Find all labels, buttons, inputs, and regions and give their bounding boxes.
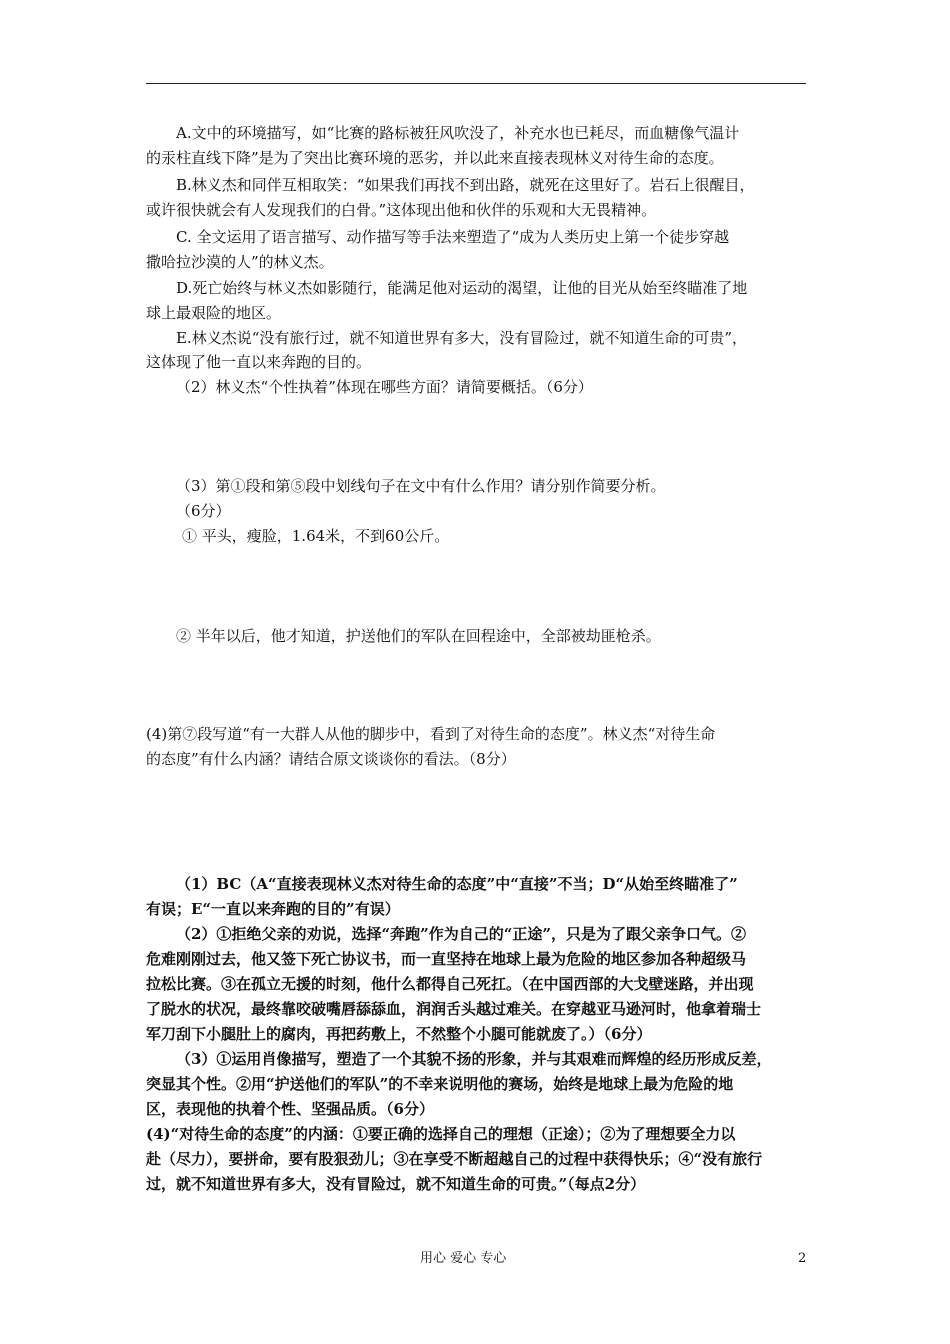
- option-b-line1: B.林义杰和同伴互相取笑：“如果我们再找不到出路，就死在这里好了。岩石上很醒目，: [176, 176, 755, 194]
- question-4-line1: (4)第⑦段写道“有一大群人从他的脚步中，看到了对待生命的态度”。林义杰“对待生命: [146, 725, 716, 743]
- option-d-line2: 球上最艰险的地区。: [146, 304, 282, 322]
- question-2: （2）林义杰“个性执着”体现在哪些方面？请简要概括。（6分）: [176, 378, 593, 396]
- footer-slogan: 用心 爱心 专心: [420, 1251, 507, 1266]
- option-c-line2: 撒哈拉沙漠的人”的林义杰。: [146, 253, 334, 271]
- answer-2-line2: 危难刚刚过去，他又签下死亡协议书，而一直坚持在地球上最为危险的地区参加各种超级马: [146, 950, 747, 968]
- option-d-line1: D.死亡始终与林义杰如影随行，能满足他对运动的渴望，让他的目光从始至终瞄准了地: [176, 279, 748, 297]
- question-4-line2: 的态度”有什么内涵？请结合原文谈谈你的看法。（8分）: [146, 750, 516, 768]
- answer-4-line1: (4)“对待生命的态度”的内涵：①要正确的选择自己的理想（正途）；②为了理想要全力以: [146, 1125, 736, 1143]
- answer-3-line2: 突显其个性。②用“护送他们的军队”的不幸来说明他的赛场，始终是地球上最为危险的地: [146, 1075, 734, 1093]
- header-rule: [146, 83, 806, 84]
- answer-3-line3: 区，表现他的执着个性、坚强品质。（6分）: [146, 1100, 434, 1118]
- option-b-line2: 或许很快就会有人发现我们的白骨。”这体现出他和伙伴的乐观和大无畏精神。: [146, 201, 657, 219]
- option-c-line1: C. 全文运用了语言描写、动作描写等手法来塑造了“成为人类历史上第一个徒步穿越: [176, 228, 730, 246]
- answer-1-line2: 有误；E“一直以来奔跑的目的”有误）: [146, 900, 400, 918]
- option-a-line2: 的汞柱直线下降”是为了突出比赛环境的恶劣，并以此来直接表现林义对待生命的态度。: [146, 149, 724, 167]
- answer-1-line1: （1）BC（A“直接表现林义杰对待生命的态度”中“直接”不当；D“从始至终瞄准了”: [176, 875, 738, 893]
- question-3-line2: （6分）: [176, 502, 231, 520]
- option-a-line1: A.文中的环境描写，如“比赛的路标被狂风吹没了，补充水也已耗尽，而血糖像气温计: [176, 124, 740, 142]
- answer-4-line2: 赴（尽力），要拼命，要有股狠劲儿；③在享受不断超越自己的过程中获得快乐；④“没有旅行: [146, 1150, 763, 1168]
- page-number: 2: [798, 1251, 807, 1266]
- option-e-line2: 这体现了他一直以来奔跑的目的。: [146, 353, 372, 371]
- answer-2-line4: 了脱水的状况，最终靠咬破嘴唇舔舔血，润润舌头越过难关。在穿越亚马逊河时，他拿着瑞士: [146, 1000, 762, 1018]
- option-e-line1: E.林义杰说“没有旅行过，就不知道世界有多大，没有冒险过，就不知道生命的可贵”，: [176, 329, 748, 347]
- question-3-item1: ① 平头，瘦脸，1.64米，不到60公斤。: [182, 527, 450, 545]
- question-3-item2: ② 半年以后，他才知道，护送他们的军队在回程途中，全部被劫匪枪杀。: [176, 627, 661, 645]
- answer-3-line1: （3）①运用肖像描写，塑造了一个其貌不扬的形象，并与其艰难而辉煌的经历形成反差，: [176, 1050, 772, 1068]
- answer-4-line3: 过，就不知道世界有多大，没有冒险过，就不知道生命的可贵。”（每点2分）: [146, 1175, 646, 1193]
- answer-2-line1: （2）①拒绝父亲的劝说，选择“奔跑”作为自己的“正途”，只是为了跟父亲争口气。②: [176, 925, 746, 943]
- question-3-line1: （3）第①段和第⑤段中划线句子在文中有什么作用？请分别作简要分析。: [176, 477, 666, 495]
- answer-2-line3: 拉松比赛。③在孤立无援的时刻，他什么都得自己死扛。（在中国西部的大戈壁迷路，并出现: [146, 975, 754, 993]
- answer-2-line5: 军刀刮下小腿肚上的腐肉，再把药敷上，不然整个小腿可能就废了。）（6分）: [146, 1025, 652, 1043]
